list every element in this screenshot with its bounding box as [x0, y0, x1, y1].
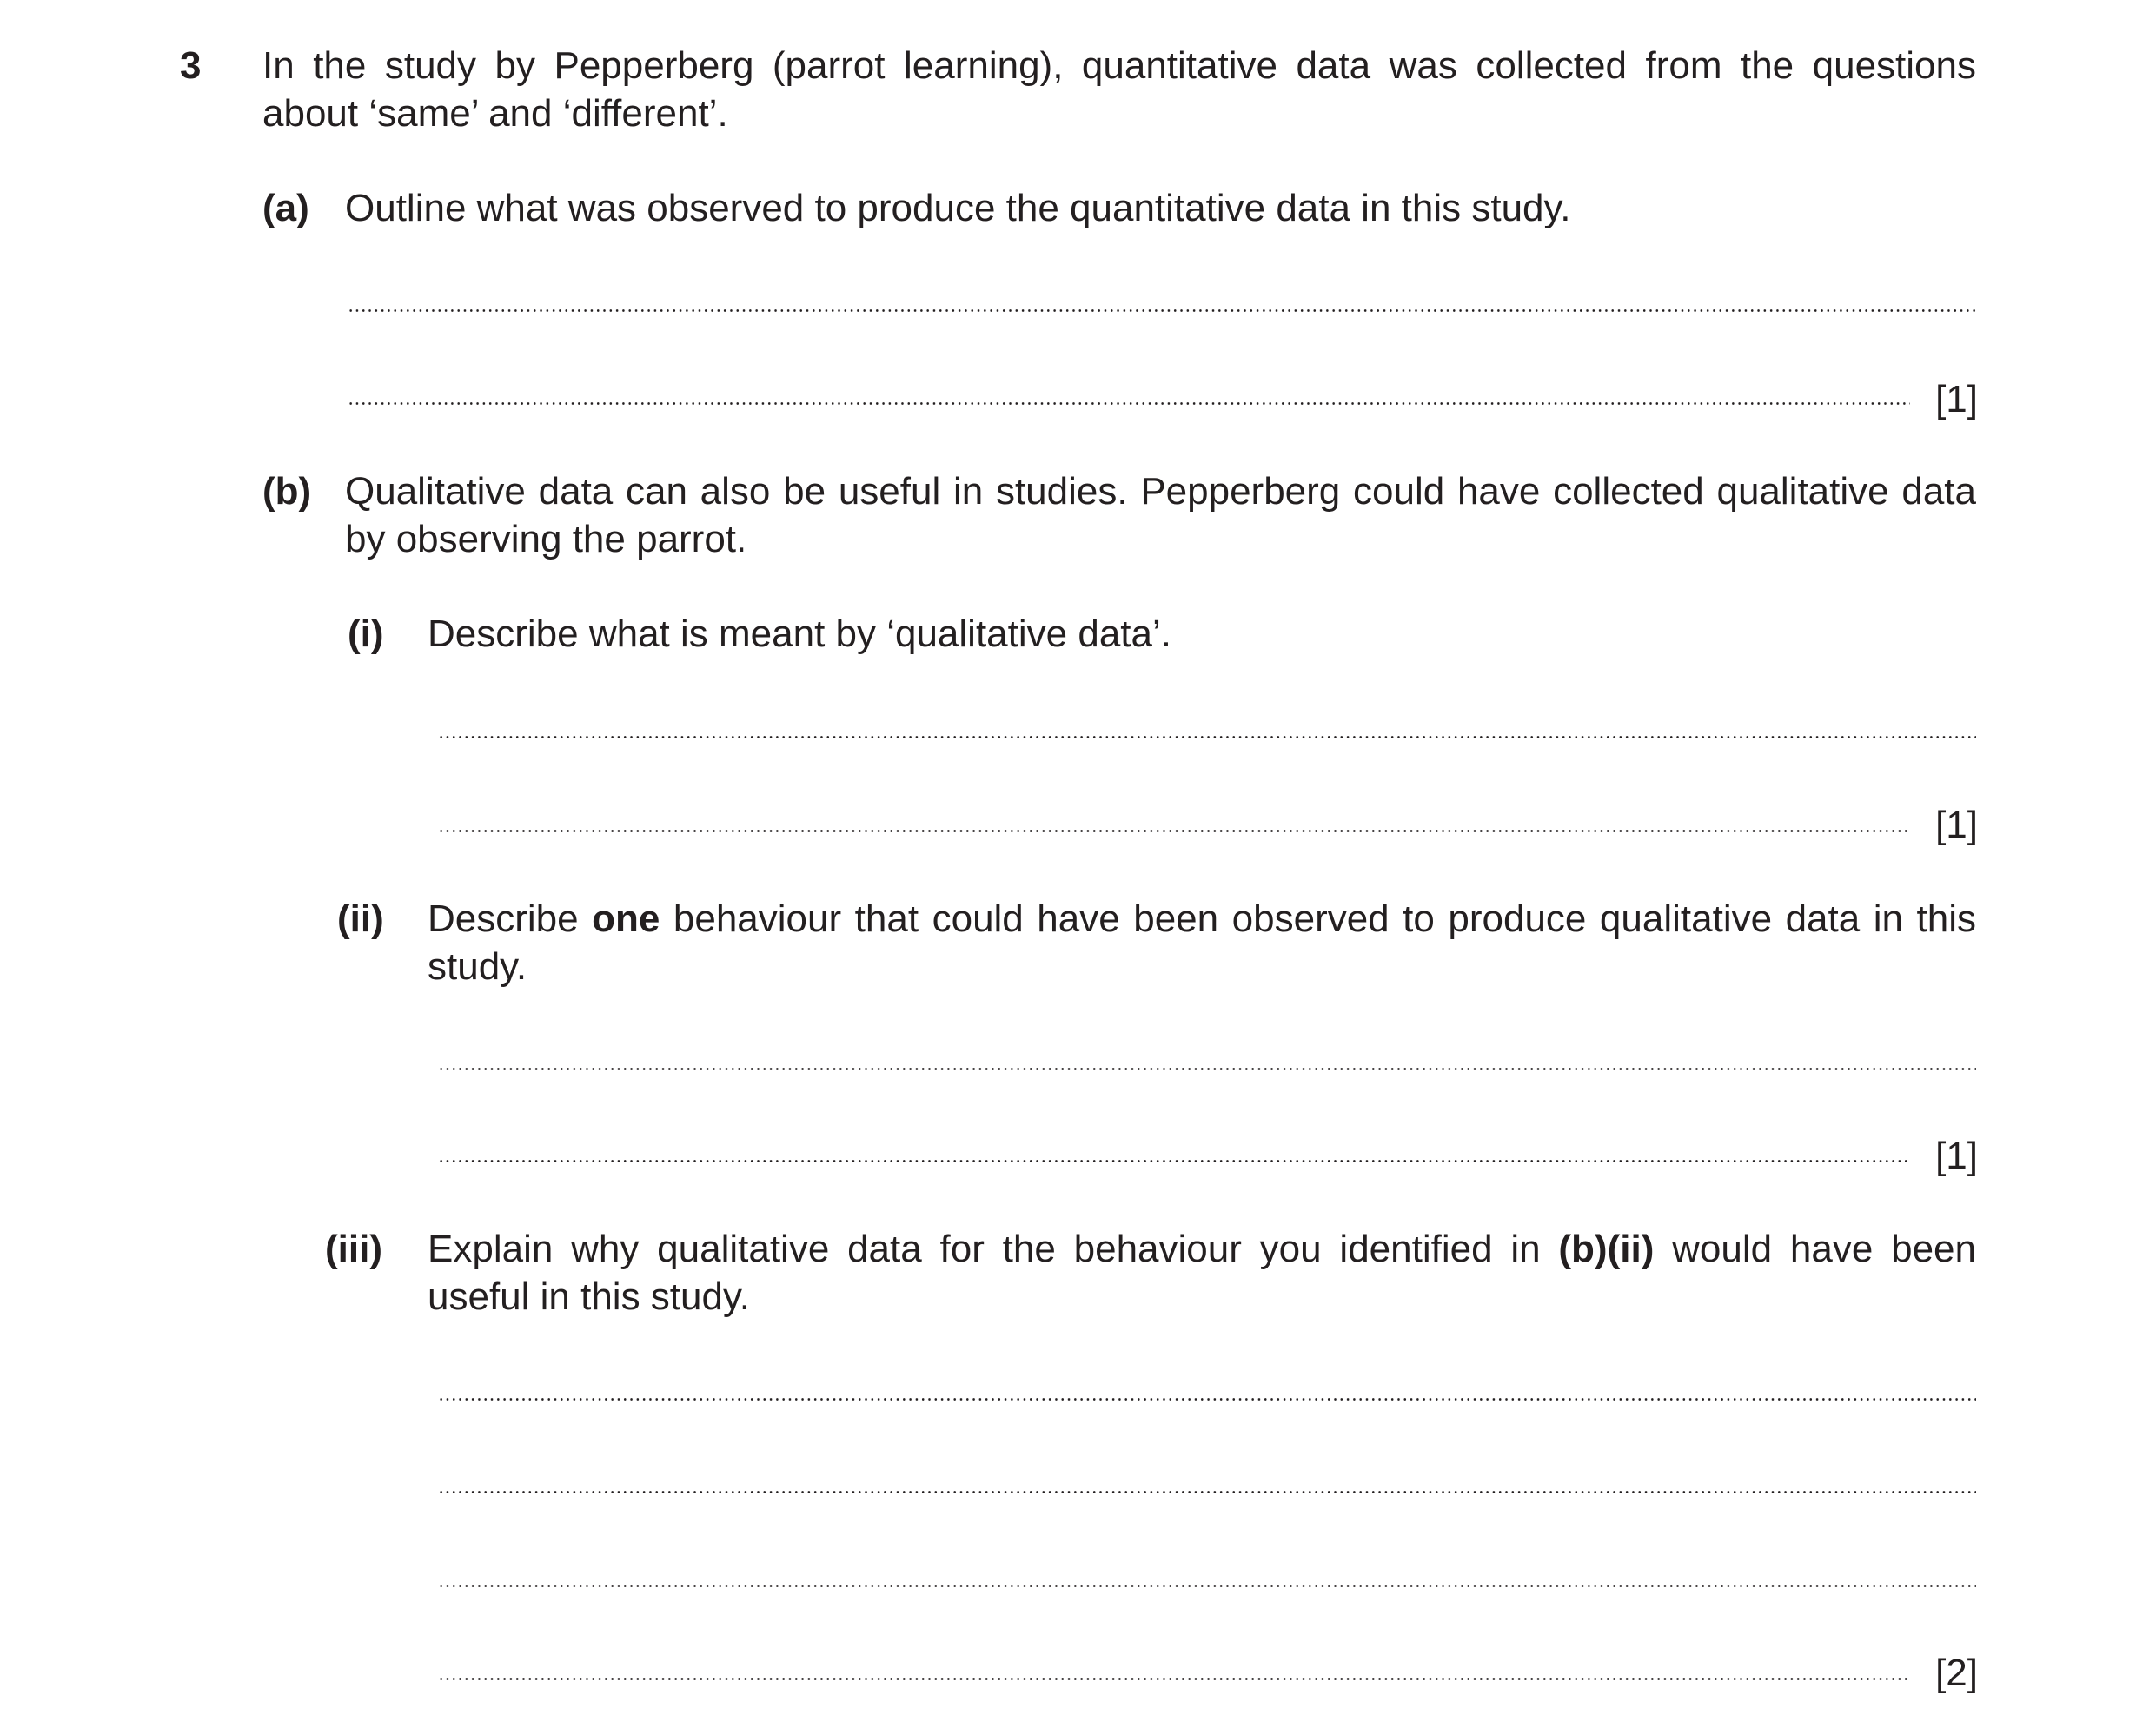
part-a-label: (a) — [262, 187, 309, 229]
part-b-ii-text-after: behaviour that could have been observed to produce qualitative data in this study. — [428, 897, 1976, 988]
part-b-iii-text-before: Explain why qualitative data for the behaviour you identified in — [428, 1228, 1559, 1270]
marks-b-ii: [1] — [1935, 1135, 1978, 1177]
answer-line-b-iii-1[interactable] — [438, 1398, 1976, 1401]
part-b-ii-label: (ii) — [337, 897, 384, 940]
answer-line-b-ii-1[interactable] — [438, 1068, 1976, 1070]
question-stem: In the study by Pepperberg (parrot learning), quantitative data was collected from the questions about ‘same’ and ‘different’. — [262, 44, 1976, 135]
answer-line-b-iii-2[interactable] — [438, 1491, 1976, 1493]
part-b-i-label: (i) — [348, 613, 384, 655]
part-b-iii-text-after: would have been useful in this study. — [428, 1228, 1976, 1318]
answer-line-b-ii-2[interactable] — [438, 1160, 1910, 1162]
marks-b-iii: [2] — [1935, 1652, 1978, 1694]
answer-line-a-2[interactable] — [348, 402, 1910, 405]
question-number: 3 — [180, 44, 202, 87]
part-b-ii-text-bold: one — [592, 897, 660, 940]
answer-line-a-1[interactable] — [348, 309, 1976, 312]
answer-line-b-i-2[interactable] — [438, 830, 1910, 832]
part-b-iii-label: (iii) — [325, 1228, 382, 1270]
marks-a: [1] — [1935, 378, 1978, 421]
part-b-ii-text — [428, 895, 1976, 990]
part-b-i-text: Describe what is meant by ‘qualitative data’. — [428, 613, 1171, 655]
part-b-iii-text — [428, 1225, 1976, 1321]
part-b-iii-text-bold: (b)(ii) — [1558, 1228, 1655, 1270]
marks-b-i: [1] — [1935, 804, 1978, 846]
answer-line-b-i-1[interactable] — [438, 736, 1976, 738]
part-b-text: Qualitative data can also be useful in studies. Pepperberg could have collected qualitative data by observing the parrot. — [345, 470, 1976, 560]
part-a-text: Outline what was observed to produce the quantitative data in this study. — [345, 187, 1571, 229]
answer-line-b-iii-3[interactable] — [438, 1585, 1976, 1587]
answer-line-b-iii-4[interactable] — [438, 1678, 1910, 1680]
part-b-ii-text-before: Describe — [428, 897, 593, 940]
part-b-label: (b) — [262, 470, 312, 513]
